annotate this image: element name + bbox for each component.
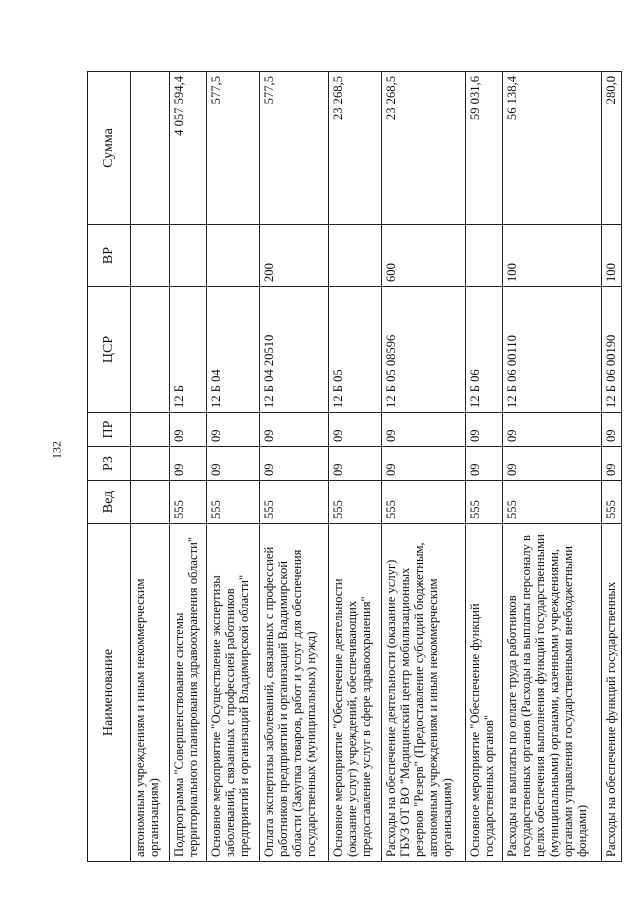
cell-vr [207, 225, 260, 287]
cell-pr: 09 [503, 413, 602, 447]
cell-rz: 09 [382, 447, 466, 481]
cell-vr: 200 [260, 225, 329, 287]
cell-csr: 12 Б [170, 287, 207, 413]
header-pr: ПР [88, 413, 131, 447]
table-row [382, 72, 466, 862]
cell-csr: 12 Б 05 08596 [382, 287, 466, 413]
table-row [503, 72, 602, 862]
page-number: 132 [49, 441, 64, 459]
header-rz: РЗ [88, 447, 131, 481]
cell-sum: 56 138,4 [503, 72, 602, 225]
cell-name: Подпрограмма "Совершенствование системы территориального планирования здравоохранения области" [170, 524, 207, 862]
cell-ved: 555 [602, 481, 622, 524]
table-row [260, 72, 329, 862]
cell-csr: 12 Б 04 [207, 287, 260, 413]
cell-name: Расходы на выплаты по оплате труда работников государственных органов (Расходы на выплаты персоналу в целях обеспечения выполнения функций государственными (муниципальными) органами, казенными учреждениями, органами управления государственными внебюджетными фондами) [503, 524, 602, 862]
cell-pr: 09 [329, 413, 382, 447]
table-row [207, 72, 260, 862]
cell-name: Расходы на обеспечение функций государственных [602, 524, 622, 862]
cell-ved: 555 [260, 481, 329, 524]
cell-rz: 09 [602, 447, 622, 481]
rotated-table-container [87, 72, 618, 862]
table-row [329, 72, 382, 862]
header-csr: ЦСР [88, 287, 131, 413]
cell-pr: 09 [170, 413, 207, 447]
header-name: Наименование [88, 524, 131, 862]
cell-name: Расходы на обеспечение деятельности (оказание услуг) ГБУЗ ОТ ВО "Медицинский центр мобилизационных резервов "Резерв" (Предоставление субсидий бюджетным, автономным учреждениям и иным некоммерческим организациям) [382, 524, 466, 862]
cell-pr: 09 [382, 413, 466, 447]
cell-vr [466, 225, 503, 287]
header-sum: Сумма [88, 72, 131, 225]
cell-rz: 09 [466, 447, 503, 481]
table-header-row [88, 72, 131, 862]
cell-rz: 09 [207, 447, 260, 481]
cell-sum: 23 268,5 [329, 72, 382, 225]
cell-vr: 600 [382, 225, 466, 287]
cell-sum: 23 268,5 [382, 72, 466, 225]
cell-name: Основное мероприятие "Осуществление экспертизы заболеваний, связанных с профессией работников предприятий и организаций Владимирской области" [207, 524, 260, 862]
cell-vr: 100 [602, 225, 622, 287]
header-vr: ВР [88, 225, 131, 287]
cell-sum [131, 72, 170, 225]
cell-ved: 555 [207, 481, 260, 524]
cell-pr [131, 413, 170, 447]
header-ved: Вед [88, 481, 131, 524]
cell-csr: 12 Б 06 00190 [602, 287, 622, 413]
cell-sum: 577,5 [207, 72, 260, 225]
table-row [170, 72, 207, 862]
cell-csr: 12 Б 06 00110 [503, 287, 602, 413]
cell-csr [131, 287, 170, 413]
cell-name: Основное мероприятие "Обеспечение функций государственных органов" [466, 524, 503, 862]
table-row [466, 72, 503, 862]
cell-pr: 09 [466, 413, 503, 447]
cell-rz: 09 [503, 447, 602, 481]
cell-name: автономным учреждениям и иным некоммерческим организациям) [131, 524, 170, 862]
cell-ved: 555 [382, 481, 466, 524]
cell-sum: 280,0 [602, 72, 622, 225]
cell-ved: 555 [329, 481, 382, 524]
cell-sum: 4 057 594,4 [170, 72, 207, 225]
cell-ved [131, 481, 170, 524]
cell-ved: 555 [170, 481, 207, 524]
cell-name: Оплата экспертизы заболеваний, связанных с профессией работников предприятий и организаций Владимирской области (Закупка товаров, работ и услуг для обеспечения государственных (муниципальных) нужд) [260, 524, 329, 862]
budget-table [87, 71, 622, 862]
cell-pr: 09 [602, 413, 622, 447]
cell-csr: 12 Б 06 [466, 287, 503, 413]
cell-pr: 09 [260, 413, 329, 447]
table-row [602, 72, 622, 862]
cell-csr: 12 Б 05 [329, 287, 382, 413]
cell-rz: 09 [329, 447, 382, 481]
cell-name: Основное мероприятие "Обеспечение деятельности (оказание услуг) учреждений, обеспечивающих предоставление услуг в сфере здравоохранения" [329, 524, 382, 862]
cell-csr: 12 Б 04 20510 [260, 287, 329, 413]
cell-rz [131, 447, 170, 481]
table-row [131, 72, 170, 862]
cell-ved: 555 [466, 481, 503, 524]
cell-sum: 59 031,6 [466, 72, 503, 225]
cell-ved: 555 [503, 481, 602, 524]
cell-pr: 09 [207, 413, 260, 447]
cell-rz: 09 [260, 447, 329, 481]
cell-vr [131, 225, 170, 287]
cell-sum: 577,5 [260, 72, 329, 225]
cell-vr: 100 [503, 225, 602, 287]
cell-vr [170, 225, 207, 287]
cell-vr [329, 225, 382, 287]
cell-rz: 09 [170, 447, 207, 481]
